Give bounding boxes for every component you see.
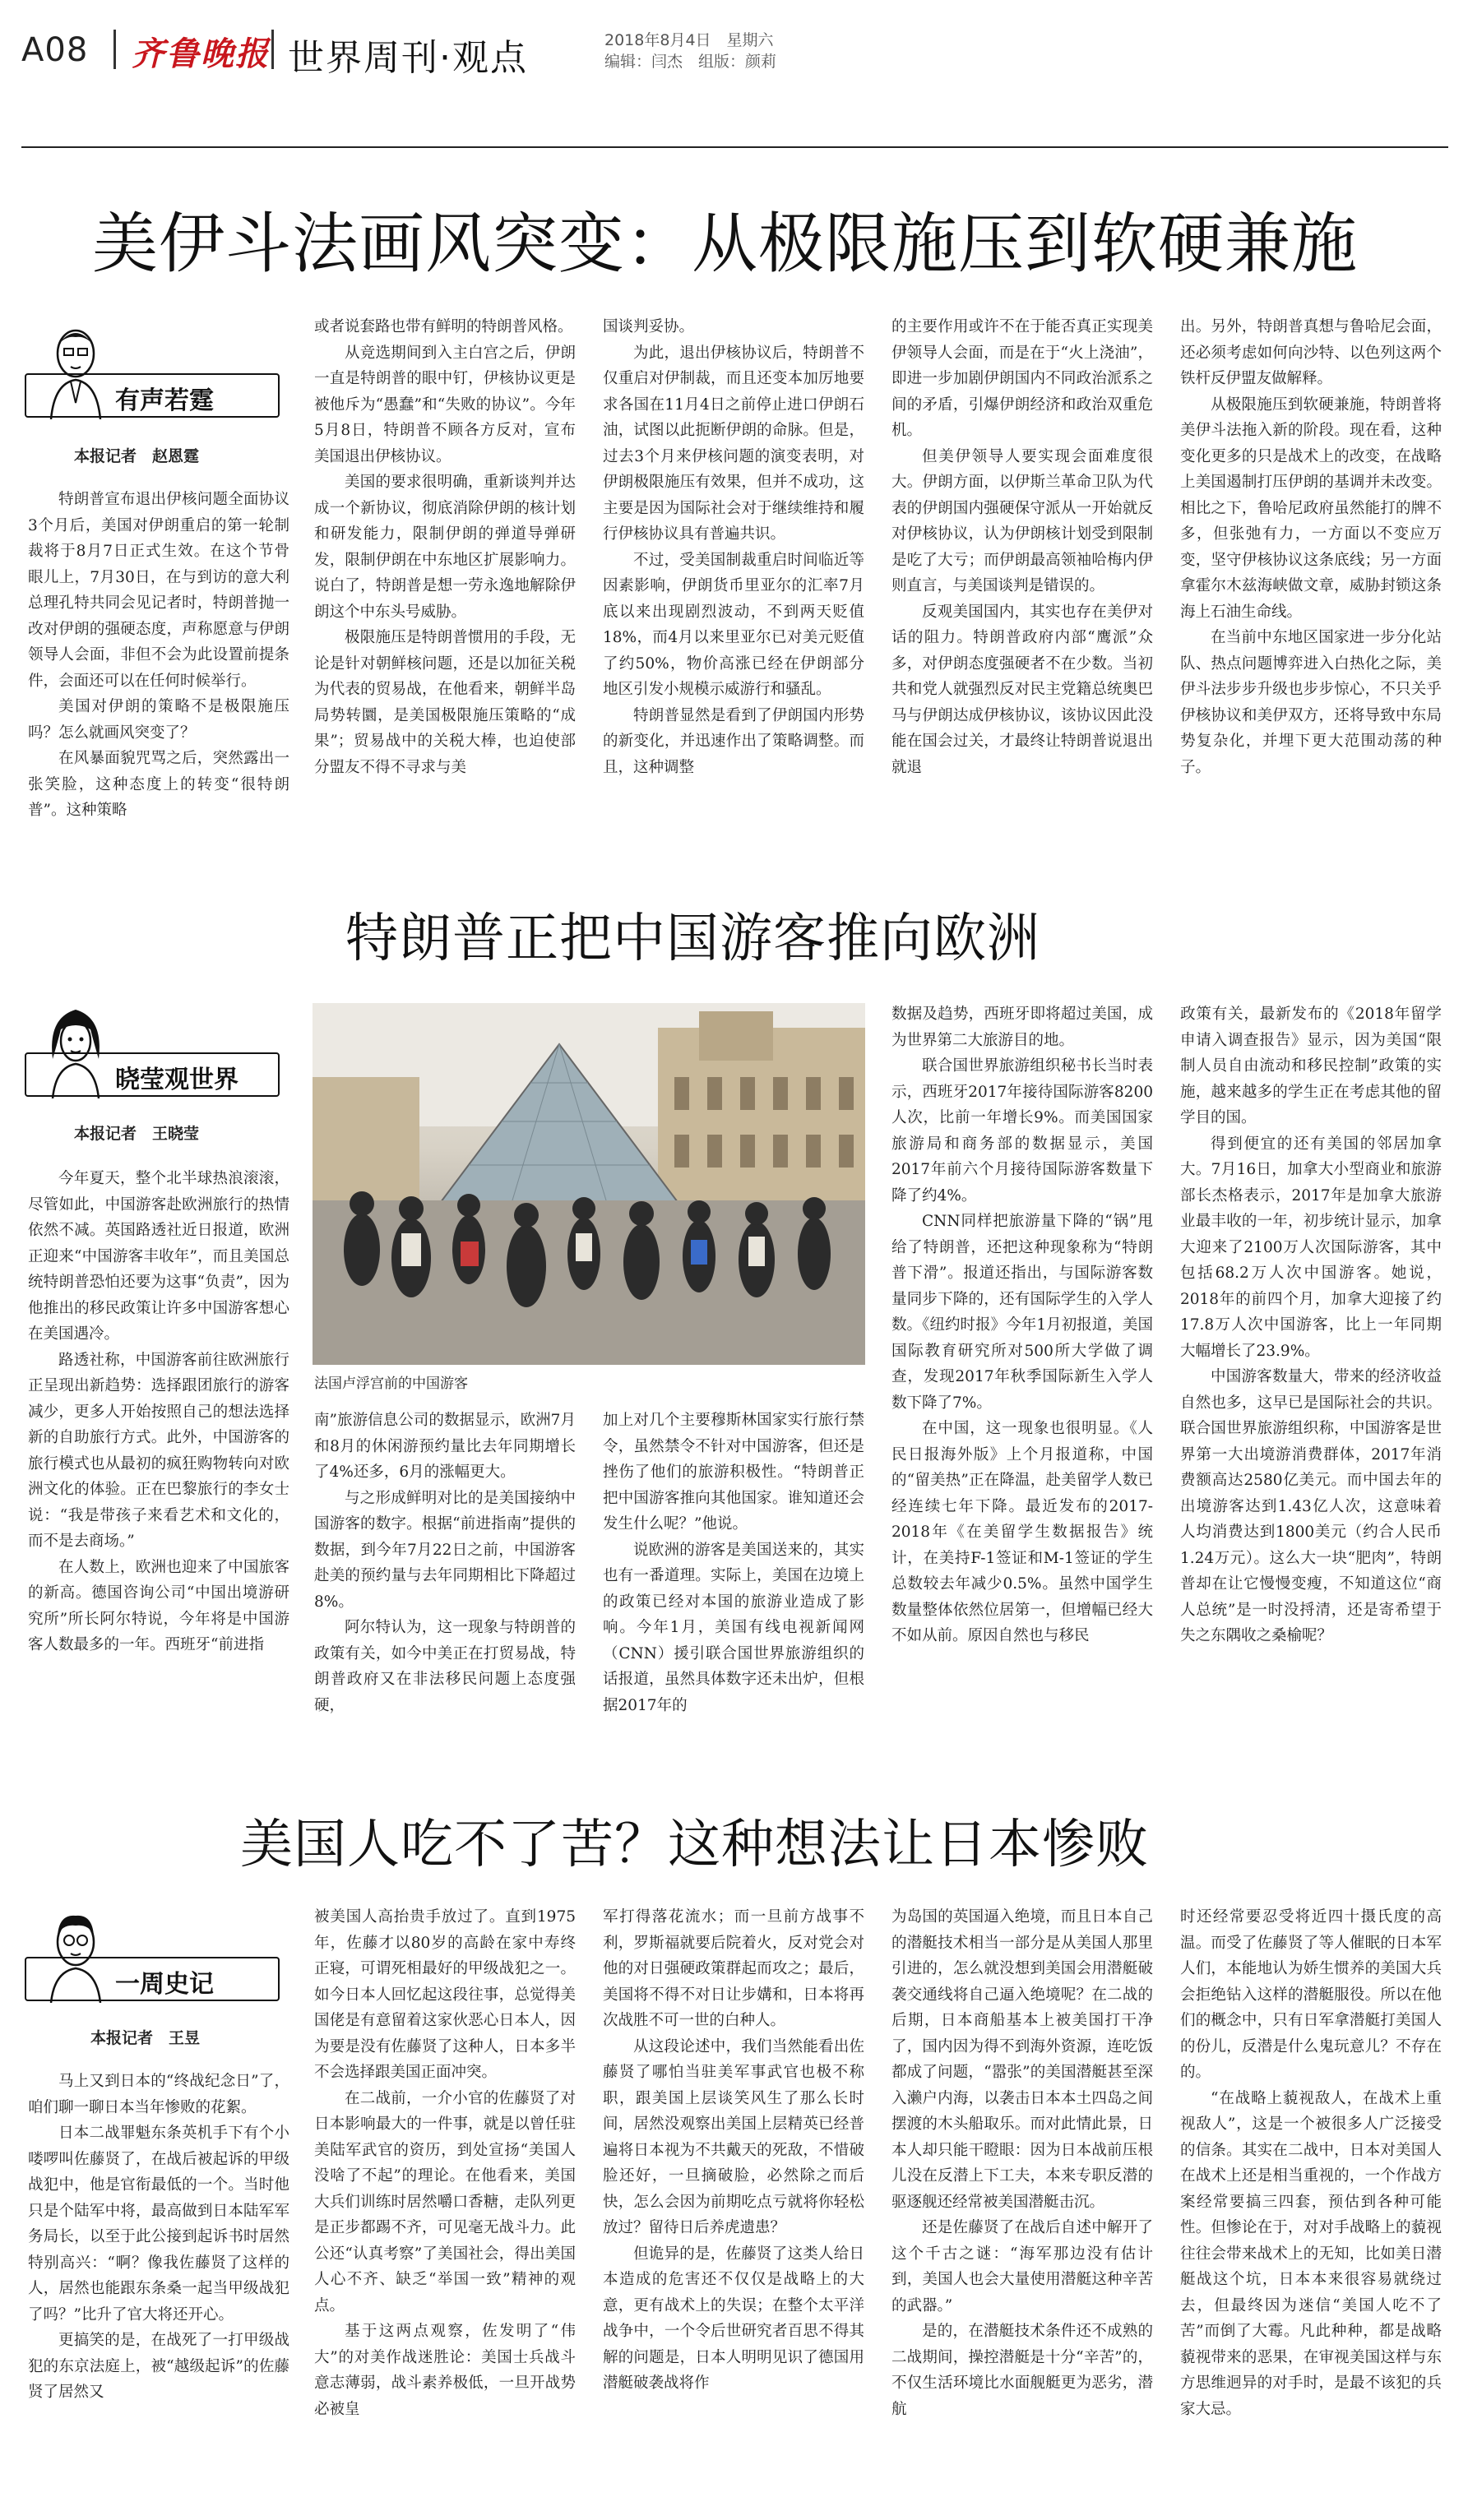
article-3-col-5: 时还经常要忍受将近四十摄氏度的高温。而受了佐藤贤了等人催眠的日本军人们，本能地认为娇生惯养的美国大兵会拒绝钻入这样的潜艇服役。所以在他们的概念中，只有日军拿潜艇打美国人的份儿，反潜是什么鬼玩意儿？不存在的。 “在战略上藐视敌人，在战术上重视敌人”，这是一个被很多人广泛接受的信条。其实在二战中，日本对美国人在战术上还是相当重视的，一个作战方案经常要搞三四套，预估到各种可能性。但惨论在于，对对手战略上的藐视往往会带来战术上的无知，比如美日潜艇战这个坑，日本本来很容易就绕过去，但最终因为迷信“美国人吃不了苦”而倒了大霉。凡此种种，都是战略藐视带来的恶果，在审视美国这样与东方思维迥异的对手时，是最不该犯的兵家大忌。 (1180, 1908, 1442, 2418)
article-2-col-2: 南”旅游信息公司的数据显示，欧洲7月和8月的休闲游预约量比去年同期增长了4%还多，6月的涨幅更大。 与之形成鲜明对比的是美国接纳中国游客的数字。根据“前进指南”提供的数据，到今年7月22日之前，中国游客赴美的预约量与去年同期相比下降超过8%。 阿尔特认为，这一现象与特朗普的政策有关，如今中美正在打贸易战，特朗普政府又在非法移民问题上态度强硬， (314, 1412, 576, 1714)
column-name: 有声若霆 (115, 386, 214, 415)
issue-date: 2018年8月4日 星期六 (604, 31, 774, 49)
headline-3: 美国人吃不了苦？这种想法让日本惨败 (240, 1815, 1149, 1875)
article-3-col-2: 被美国人高抬贵手放过了。直到1975年，佐藤才以80岁的高龄在家中寿终正寝，可谓死相最好的甲级战犯之一。如今日本人回忆起这段往事，总觉得美国佬是有意留着这家伙恶心日本人，因为要是没有佐藤贤了这种人，日本多半不会选择跟美国正面冲突。 在二战前，一介小官的佐藤贤了对日本影响最大的一件事，就是以曾任驻美陆军武官的资历，到处宣扬“美国人没啥了不起”的理论。在他看来，美国大兵们训练时居然嚼口香糖，走队列更是正步都踢不齐，可见毫无战斗力。此公还“认真考察”了美国社会，得出美国人心不齐、缺乏“举国一致”精神的观点。 基于这两点观察，佐发明了“伟大”的对美作战迷胜论：美国士兵战斗意志薄弱，战斗素养极低，一旦开战势必被皇 (314, 1908, 576, 2418)
page-number: A08 (21, 31, 89, 69)
article-1-col-5: 出。另外，特朗普真想与鲁哈尼会面，还必须考虑如何向沙特、以色列这两个铁杆反伊盟友做解释。 从极限施压到软硬兼施，特朗普将美伊斗法拖入新的阶段。现在看，这种变化更多的只是战术上的改变，在战略上美国遏制打压伊朗的基调并未改变。相比之下，鲁哈尼政府虽然能打的牌不多，但张弛有力，一方面以不变应万变，坚守伊核协议这条底线；另一方面拿霍尔木兹海峡做文章，威胁封锁这条海上石油生命线。 在当前中东地区国家进一步分化站队、热点问题博弈进入白热化之际，美伊斗法步步升级也步步惊心，不只关乎伊核协议和美伊双方，还将导致中东局势复杂化，并埋下更大范围动荡的种子。 (1180, 318, 1442, 776)
author-byline: 本报记者 王昱 (90, 2029, 201, 2047)
headline-1: 美伊斗法画风突变：从极限施压到软硬兼施 (92, 206, 1358, 282)
column-badge-1 (25, 321, 280, 485)
article-1-col-2: 或者说套路也带有鲜明的特朗普风格。 从竞选期间到入主白宫之后，伊朗一直是特朗普的眼中钉，伊核协议更是被他斥为“愚蠢”和“失败的协议”。今年5月8日，特朗普不顾各方反对，宣布美国退出伊核协议。 美国的要求很明确，重新谈判并达成一个新协议，彻底消除伊朗的核计划和研发能力，限制伊朗的弹道导弹研发，限制伊朗在中东地区扩展影响力。说白了，特朗普是想一劳永逸地解除伊朗这个中东头号威胁。 极限施压是特朗普惯用的手段，无论是针对朝鲜核问题，还是以加征关税为代表的贸易战，在他看来，朝鲜半岛局势转圜，是美国极限施压策略的“成果”；贸易战中的关税大棒，也迫使部分盟友不得不寻求与美 (314, 318, 576, 776)
newspaper-logo: 齐鲁晚报 (132, 35, 270, 73)
article-1-col-3: 国谈判妥协。 为此，退出伊核协议后，特朗普不仅重启对伊制裁，而且还变本加厉地要求各国在11月4日之前停止进口伊朗石油，试图以此扼断伊朗的命脉。但是，过去3个月来伊核问题的演变表明，对伊朗极限施压有效果，但并不成功，这主要是因为国际社会对于继续维持和履行伊核协议具有普遍共识。 不过，受美国制裁重启时间临近等因素影响，伊朗货币里亚尔的汇率7月底以来出现剧烈波动，不到两天贬值18%，而4月以来里亚尔已对美元贬值了约50%，物价高涨已经在伊朗部分地区引发小规模示威游行和骚乱。 特朗普显然是看到了伊朗国内形势的新变化，并迅速作出了策略调整。而且，这种调整 (603, 318, 864, 776)
column-name: 一周史记 (115, 1970, 214, 1999)
article-2-col-3: 加上对几个主要穆斯林国家实行旅行禁令，虽然禁令不针对中国游客，但还是挫伤了他们的旅游积极性。“特朗普正把中国游客推向其他国家。谁知道还会发生什么呢？”他说。 说欧洲的游客是美国送来的，其实也有一番道理。实际上，美国在边境上的政策已经对本国的旅游业造成了影响。今年1月，美国有线电视新闻网（CNN）援引联合国世界旅游组织的话报道，虽然具体数字还未出炉，但根据2017年的 (603, 1412, 864, 1714)
header-divider (113, 30, 116, 69)
editor-credits: 编辑：闫杰 组版：颜莉 (604, 53, 777, 71)
article-2-col-4: 数据及趋势，西班牙即将超过美国，成为世界第二大旅游目的地。 联合国世界旅游组织秘书长当时表示，西班牙2017年接待国际游客8200人次，比前一年增长9%。而美国国家旅游局和商务部的数据显示，美国2017年前六个月接待国际游客数量下降了约4%。 CNN同样把旅游量下降的“锅”甩给了特朗普，还把这种现象称为“特朗普下滑”。报道还指出，与国际游客数量同步下降的，还有国际学生的入学人数。《纽约时报》今年1月初报道，美国国际教育研究所对500所大学做了调查，发现2017年秋季国际新生入学人数下降了7%。 在中国，这一现象也很明显。《人民日报海外版》上个月报道称，中国的“留美热”正在降温，赴美留学人数已经连续七年下降。最近发布的2017-2018年《在美留学生数据报告》统计，在美持F-1签证和M-1签证的学生总数较去年减少0.5%。虽然中国学生数量整体依然位居第一，但增幅已经大不如从前。原因自然也与移民 (891, 1006, 1153, 1644)
article-1-col-1: 特朗普宣布退出伊核问题全面协议3个月后，美国对伊朗重启的第一轮制裁将于8月7日正式生效。在这个节骨眼儿上，7月30日，在与到访的意大利总理孔特共同会见记者时，特朗普抛一改对伊朗的强硬态度，声称愿意与伊朗领导人会面，非但不会为此设置前提条件，会面还可以在任何时候举行。 美国对伊朗的策略不是极限施压吗？怎么就画风突变了？ 在风暴面貌咒骂之后，突然露出一张笑脸，这种态度上的转变“很特朗普”。这种策略 (28, 491, 289, 819)
author-byline: 本报记者 赵恩霆 (74, 447, 200, 465)
article-3-col-1: 马上又到日本的“终战纪念日”了，咱们聊一聊日本当年惨败的花絮。 日本二战罪魁东条英机手下有个小喽啰叫佐藤贤了，在战后被起诉的甲级战犯中，他是官衔最低的一个。当时他只是个陆军中将，最高做到日本陆军军务局长，以至于此公接到起诉书时居然特别高兴：“啊？像我佐藤贤了这样的人，居然也能跟东条桑一起当甲级战犯了吗？”比升了官大将还开心。 更搞笑的是，在战死了一打甲级战犯的东京法庭上，被“越级起诉”的佐藤贤了居然又 (28, 2073, 289, 2401)
column-name: 晓莹观世界 (115, 1066, 238, 1094)
header-rule (21, 146, 1448, 148)
louvre-photo (313, 1003, 865, 1365)
article-2-col-5: 政策有关，最新发布的《2018年留学申请入调查报告》显示，因为美国“限制人员自由流动和移民控制”政策的实施，越来越多的学生正在考虑其他的留学目的国。 得到便宜的还有美国的邻居加拿大。7月16日，加拿大小型商业和旅游部长杰格表示，2017年是加拿大旅游业最丰收的一年，初步统计显示，加拿大迎来了2100万人次国际游客，其中包括68.2万人次中国游客。她说，2018年的前四个月，加拿大迎接了约17.8万人次中国游客，比上一年同期大幅增长了23.9%。 中国游客数量大，带来的经济收益自然也多，这早已是国际社会的共识。联合国世界旅游组织称，中国游客是世界第一大出境游消费群体，2017年消费额高达2580亿美元。而中国去年的出境游客达到1.43亿人次，这意味着人均消费达到1800美元（约合人民币1.24万元）。这么大一块“肥肉”，特朗普却在让它慢慢变瘦，不知道这位“商人总统”是一时没捋清，还是寄希望于失之东隅收之桑榆呢？ (1180, 1006, 1442, 1644)
article-3-col-4: 为岛国的英国逼入绝境，而且日本自己的潜艇技术相当一部分是从美国人那里引进的，怎么就没想到美国会用潜艇破袭交通线将自己逼入绝境呢？在二战的后期，日本商船基本上被美国打干净了，国内因为得不到海外资源，连吃饭都成了问题，“嚣张”的美国潜艇甚至深入濑户内海，以袭击日本本土四岛之间摆渡的木头船取乐。而对此情此景，日本人却只能干瞪眼：因为日本战前压根儿没在反潜上下工夫，本来专职反潜的驱逐舰还经常被美国潜艇击沉。 还是佐藤贤了在战后自述中解开了这个千古之谜：“海军那边没有估计到，美国人也会大量使用潜艇这种辛苦的武器。” 是的，在潜艇技术条件还不成熟的二战期间，操控潜艇是十分“辛苦”的，不仅生活环境比水面舰艇更为恶劣，潜航 (891, 1908, 1153, 2418)
photo-caption: 法国卢浮宫前的中国游客 (314, 1376, 468, 1392)
author-byline: 本报记者 王晓莹 (74, 1125, 200, 1143)
header-divider (271, 30, 274, 69)
article-3-col-3: 军打得落花流水；而一旦前方战事不利，罗斯福就要后院着火，反对党会对他的对日强硬政策群起而攻之；最后，美国将不得不对日让步媾和，日本将再次战胜不可一世的白种人。 从这段论述中，我们当然能看出佐藤贤了哪怕当驻美军事武官也极不称职，跟美国上层谈笑风生了那么长时间，居然没观察出美国上层精英已经普遍将日本视为不共戴天的死敌，不惜破脸还好，一旦摘破脸，必然除之而后快，怎么会因为前期吃点亏就将你轻松放过？留待日后养虎遗患？ 但诡异的是，佐藤贤了这类人给日本造成的危害还不仅仅是战略上的大意，更有战术上的失误；在整个太平洋战争中，一个令后世研究者百思不得其解的问题是，日本人明明见识了德国用潜艇破袭战将作 (603, 1908, 864, 2392)
article-1-col-4: 的主要作用或许不在于能否真正实现美伊领导人会面，而是在于“火上浇油”，即进一步加剧伊朗国内不同政治派系之间的矛盾，引爆伊朗经济和政治双重危机。 但美伊领导人要实现会面难度很大。伊朗方面，以伊斯兰革命卫队为代表的伊朗国内强硬保守派从一开始就反对伊核协议，认为伊朗核计划受到限制是吃了大亏；而伊朗最高领袖哈梅内伊则直言，与美国谈判是错误的。 反观美国国内，其实也存在美伊对话的阻力。特朗普政府内部“鹰派”众多，对伊朗态度强硬者不在少数。当初共和党人就强烈反对民主党籍总统奥巴马与伊朗达成伊核协议，该协议因此没能在国会过关，才最终让特朗普说退出就退 (891, 318, 1153, 776)
column-badge-3 (25, 1906, 280, 2062)
article-2-col-1: 今年夏天，整个北半球热浪滚滚，尽管如此，中国游客赴欧洲旅行的热情依然不减。英国路透社近日报道，欧洲正迎来“中国游客丰收年”，而且美国总统特朗普恐怕还要为这事“负责”，因为他推出的移民政策让许多中国游客想心在美国遇冷。 路透社称，中国游客前往欧洲旅行正呈现出新趋势：选择跟团旅行的游客减少，更多人开始按照自己的想法选择新的自助旅行方式。此外，中国游客的旅行模式也从最初的疯狂购物转向对欧洲文化的体验。正在巴黎旅行的李女士说：“我是带孩子来看艺术和文化的，而不是去商场。” 在人数上，欧洲也迎来了中国旅客的新高。德国咨询公司“中国出境游研究所”所长阿尔特说，今年将是中国游客人数最多的一年。西班牙“前进指 (28, 1170, 289, 1653)
headline-2: 特朗普正把中国游客推向欧洲 (345, 909, 1040, 969)
column-badge-2 (25, 1001, 280, 1158)
section-title: 世界周刊·观点 (288, 37, 528, 79)
louvre-pyramid-image (313, 1003, 865, 1365)
